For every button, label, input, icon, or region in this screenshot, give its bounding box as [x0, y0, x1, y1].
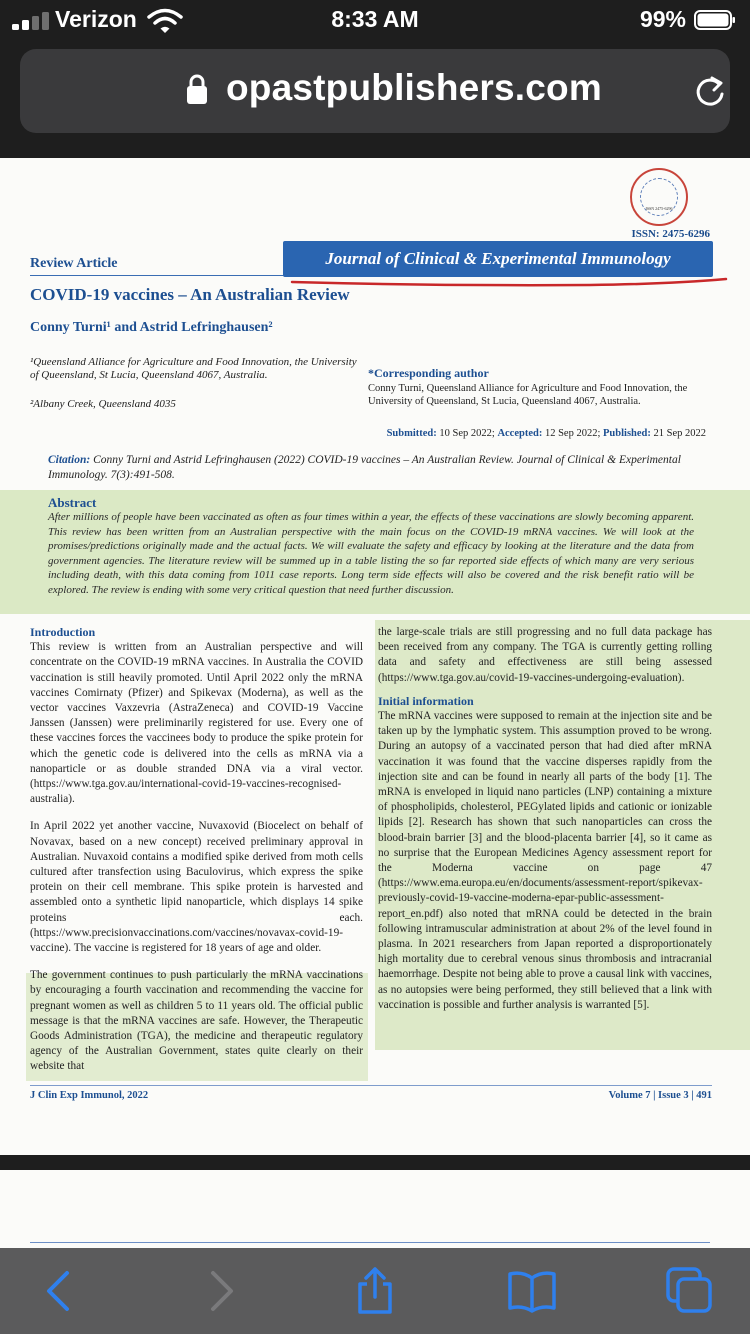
status-time: 8:33 AM — [331, 6, 419, 32]
red-annotation-underline — [290, 273, 730, 289]
submitted-label: Submitted: — [386, 428, 437, 439]
status-bar — [0, 0, 750, 42]
affiliation-2: ²Albany Creek, Queensland 4035 — [30, 398, 176, 410]
intro-paragraph-1: This review is written from an Australian perspective and will concentrate on the COVID-19 mRNA vaccines. In Australia the COVID vaccination is still heavily promoted. Until April 2022 only the mRNA vaccines Comirnaty (Pfizer) and Spikevax (Moderna), as well as the vector vaccines Vaxzevria (AstraZeneca) and COVID-19 Vaccine Janssen (Janssen) were preliminarily registered for use. Every one of these vaccines forces the vaccinees body to produce the spike protein for which the genetic code is delivered into the cells as mRNA via a nanoparticle or as double stranded DNA via a viral vector. (https://www.tga.gov.au/international-covid-19-vaccines-recognised-australia). — [30, 641, 363, 806]
submitted-date: 10 Sep 2022; — [436, 428, 498, 439]
issn-label: ISSN: 2475-6296 — [631, 228, 710, 240]
pdf-page[interactable] — [0, 158, 750, 1155]
footer-journal: J Clin Exp Immunol, 2022 — [30, 1090, 149, 1101]
tabs-icon[interactable] — [665, 1266, 715, 1316]
next-page-divider — [30, 1242, 710, 1243]
share-icon[interactable] — [350, 1266, 400, 1316]
article-title: COVID-19 vaccines – An Australian Review — [30, 285, 350, 304]
published-label: Published: — [603, 428, 651, 439]
citation-label: Citation: — [48, 454, 91, 466]
page-top-gap — [0, 133, 750, 158]
accepted-date: 12 Sep 2022; — [542, 428, 604, 439]
intro-paragraph-3: The government continues to push particularly the mRNA vaccinations by encouraging a fourth vaccination and recommending the vaccine for pregnant women as well as children 5 to 11 years old. The official public message is that the mRNA vaccines are safe. However, the Therapeutic Goods Administration (TGA), the medicine and therapeutic regulatory agency of the Australian Government, states quite clearly on their website that — [30, 969, 363, 1073]
initial-information-heading: Initial information — [378, 693, 474, 708]
footer-divider — [30, 1085, 712, 1086]
url-text[interactable]: opastpublishers.com — [226, 67, 602, 108]
battery-percent: 99% — [639, 6, 686, 32]
reload-icon[interactable] — [692, 75, 728, 111]
journal-logo — [630, 168, 688, 226]
header-divider — [30, 275, 290, 276]
browser-toolbar — [0, 1248, 750, 1334]
address-bar[interactable] — [20, 49, 730, 133]
bookmarks-icon[interactable] — [507, 1266, 557, 1316]
corresponding-author-text: Conny Turni, Queensland Alliance for Agriculture and Food Innovation, the University of Queensland, St Lucia, Queensland 4067, Australia. — [368, 383, 688, 407]
citation-text: Conny Turni and Astrid Lefringhausen (2022) COVID-19 vaccines – An Australian Review. Journal of Clinical & Experimental Immunology. 7(3):491-508. — [48, 454, 681, 481]
abstract-text: After millions of people have been vaccinated as often as four times within a year, the effects of these vaccinations are slowly becoming apparent. This review has been written from an Australian perspective with the main focus on the COVID-19 mRNA vaccines. We will look at the promises/predictions originally made and the actual facts. We will evaluate the safety and efficacy by looking at the literature and the data from government agencies. The literature review will be summed up in a table listing the so far reported side effects of which many are very serious including death, with this data coming from 1011 case reports. Long term side effects will also be covered and the risk benefit ratio will be explored. The review is ending with some very critical question that need further discussion. — [48, 511, 694, 596]
right-column — [378, 625, 712, 1013]
published-date: 21 Sep 2022 — [650, 428, 706, 439]
affiliation-1: ¹Queensland Alliance for Agriculture and Food Innovation, the University of Queensland, St Lucia, Queensland 4067, Australia. — [30, 356, 357, 381]
journal-banner: Journal of Clinical & Experimental Immunology — [283, 241, 713, 277]
page-separator — [0, 1155, 750, 1170]
footer-volume: Volume 7 | Issue 3 | 491 — [608, 1090, 712, 1101]
battery-icon — [694, 10, 736, 30]
intro-paragraph-2: In April 2022 yet another vaccine, Nuvaxovid (Biocelect on behalf of Novavax, based on a new concept) received preliminary approval in Australian. Nuvaxoid contains a modified spike derived from moth cells cultured after transfection using Baculovirus, which express the spike protein on their cell membrane. This spike protein is harvested and assembled onto a synthetic lipid nanoparticle, which displays 14 spike proteins each. (https://www.precisionvaccinations.com/vaccines/novavax-covid-19-vaccine). The vaccine is registered for 18 years of age and older. — [30, 820, 363, 955]
logo-issn-text: ISSN 2475-6296 — [645, 206, 673, 211]
introduction-heading: Introduction — [30, 625, 96, 639]
carrier-name: Verizon — [55, 6, 137, 32]
corresponding-author-title: *Corresponding author — [368, 366, 489, 380]
article-authors: Conny Turni¹ and Astrid Lefringhausen² — [30, 320, 273, 335]
accepted-label: Accepted: — [497, 428, 543, 439]
citation — [48, 453, 696, 483]
abstract-title: Abstract — [48, 495, 97, 510]
initial-information-paragraph: The mRNA vaccines were supposed to remain at the injection site and be taken up by the lymphatic system. This assumption proved to be wrong. During an autopsy of a vaccinated person that had died after mRNA vaccination it was found that the vaccine disperses rapidly from the injection site and can be found in nearly all parts of the body [1]. The mRNA is enveloped in liquid nano particles (LNP) containing a mixture of phospholipids, cholesterol, PEGylated lipids and cationic or ionizable lipids [2]. Research has shown that such nanoparticles can cross the blood-brain barrier [3] and the blood-placenta barrier [4], so it came as no surprise that the European Medicines Agency assessment report for the Moderna vaccine on page 47 (https://www.ema.europa.eu/en/documents/assessment-report/spikevax-previously-covid-19-vaccine-moderna-epar-public-assessment-report_en.pdf) also noted that mRNA could be detected in the brain following intramuscular administration at about 2% of the level found in plasma. In 2021 researchers from Japan reported a disproportionately high mortality due to cerebral venous sinus thrombosis and intracranial haemorrhage. Despite not being able to prove a causal link with vaccines, as no autopsies were being performed, they still believed that a link with vaccination is possible and further analysis is warranted [5]. — [378, 710, 712, 1011]
publication-dates — [368, 428, 706, 439]
back-icon[interactable] — [35, 1266, 85, 1316]
next-pdf-page[interactable] — [0, 1170, 750, 1248]
lock-icon — [186, 73, 208, 105]
left-column — [30, 625, 363, 1075]
forward-icon[interactable] — [195, 1266, 245, 1316]
article-type: Review Article — [30, 256, 118, 271]
corresponding-author-box — [368, 366, 708, 408]
right-paragraph-1: the large-scale trials are still progressing and no full data package has been received from any company. The TGA is currently getting rolling data and safety and effectiveness are still being assessed (https://www.tga.gov.au/covid-19-vaccines-undergoing-evaluation). — [378, 626, 712, 684]
